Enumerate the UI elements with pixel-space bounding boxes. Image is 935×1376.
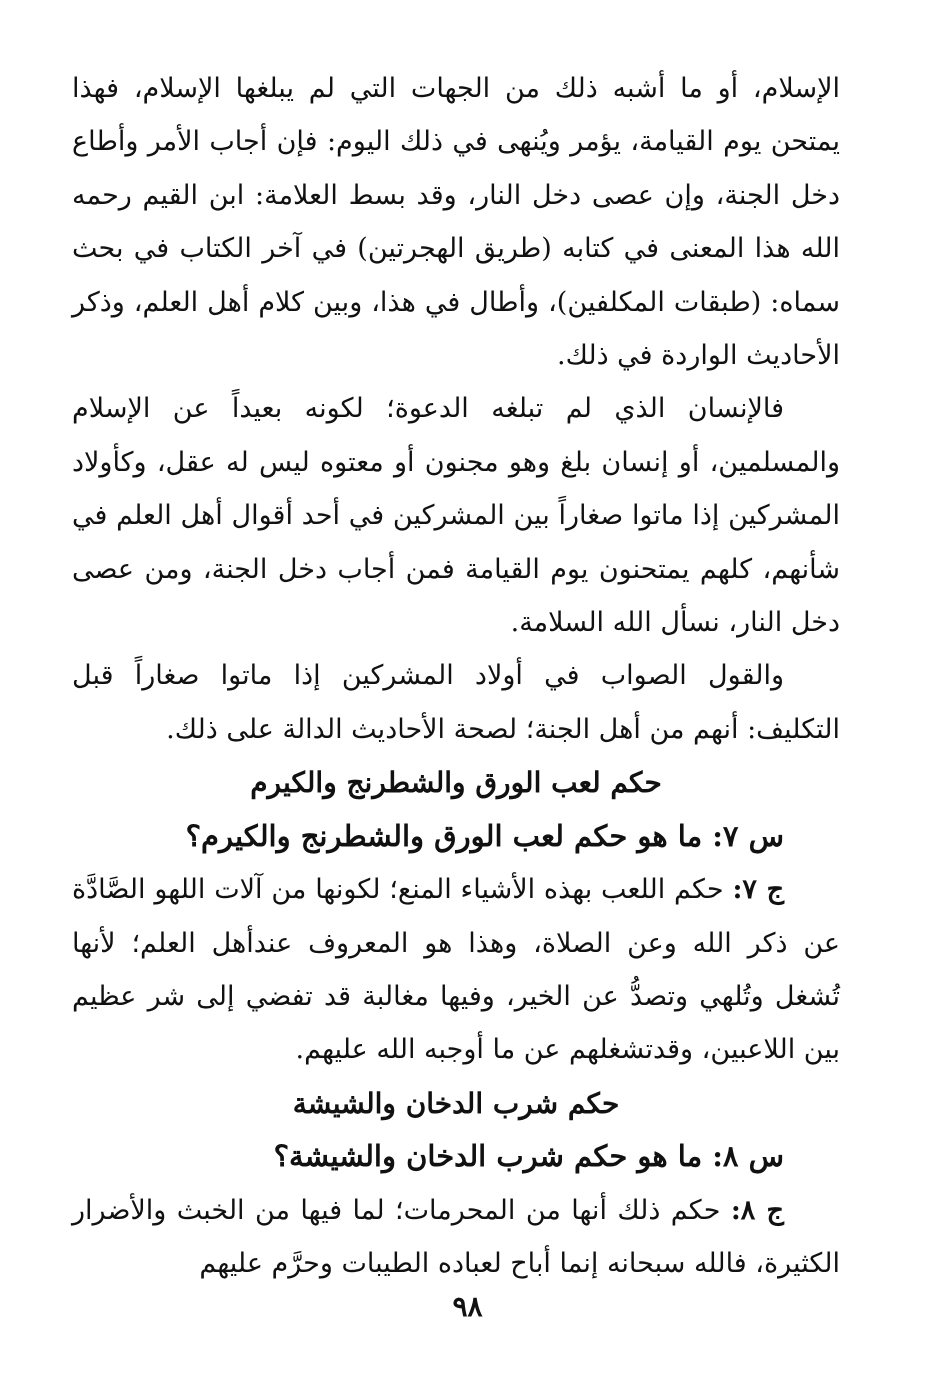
- answer-7-text: حكم اللعب بهذه الأشياء المنع؛ لكونها من آلات اللهو الصَّادَّة عن ذكر الله وعن الصلاة، وهذا هو المعروف عندأهل العلم؛ لأنها تُشغل وتُلهي وتصدُّ عن الخير، وفيها مغالبة قد تفضي إلى شر عظيم بين اللاعبين، وقدتشغلهم عن ما أوجبه الله عليهم.: [72, 874, 840, 1066]
- question-7: س ٧: ما هو حكم لعب الورق والشطرنج والكيرم؟: [185, 818, 784, 853]
- answer-8-text: حكم ذلك أنها من المحرمات؛ لما فيها من الخبث والأضرار الكثيرة، فالله سبحانه إنما أباح لعباده الطيبات وحرَّم عليهم: [72, 1194, 840, 1279]
- question-8: س ٨: ما هو حكم شرب الدخان والشيشة؟: [273, 1139, 784, 1174]
- answer-8: [72, 1184, 840, 1291]
- paragraph-intro-1: الإسلام، أو ما أشبه ذلك من الجهات التي لم يبلغها الإسلام، فهذا يمتحن يوم القيامة، يؤمر ويُنهى في ذلك اليوم: فإن أجاب الأمر وأطاع دخل الجنة، وإن عصى دخل النار، وقد بسط العلامة: ابن القيم رحمه الله هذا المعنى في كتابه (طريق الهجرتين) في آخر الكتاب في بحث سماه: (طبقات المكلفين)، وأطال في هذا، وبين كلام أهل العلم، وذكر الأحاديث الواردة في ذلك.: [72, 73, 840, 372]
- paragraph-intro-3: والقول الصواب في أولاد المشركين إذا ماتوا صغاراً قبل التكليف: أنهم من أهل الجنة؛ لصحة الأحاديث الدالة على ذلك.: [72, 660, 840, 745]
- answer-7: [72, 863, 840, 1077]
- section-heading-cards: حكم لعب الورق والشطرنج والكيرم: [250, 766, 662, 800]
- page-body: [72, 62, 840, 1290]
- paragraph-intro-2: فالإنسان الذي لم تبلغه الدعوة؛ لكونه بعيداً عن الإسلام والمسلمين، أو إنسان بلغ وهو مجنون أو معتوه ليس له عقل، وكأولاد المشركين إذا ماتوا صغاراً بين المشركين في أحد أقوال أهل العلم في شأنهم، كلهم يمتحنون يوم القيامة فمن أجاب دخل الجنة، ومن عصى دخل النار، نسأل الله السلامة.: [72, 393, 841, 639]
- section-heading-smoking: حكم شرب الدخان والشيشة: [292, 1086, 620, 1120]
- answer-8-label: ج ٨:: [730, 1194, 784, 1226]
- page-number: ٩٨: [452, 1290, 483, 1323]
- answer-7-label: ج ٧:: [732, 874, 784, 906]
